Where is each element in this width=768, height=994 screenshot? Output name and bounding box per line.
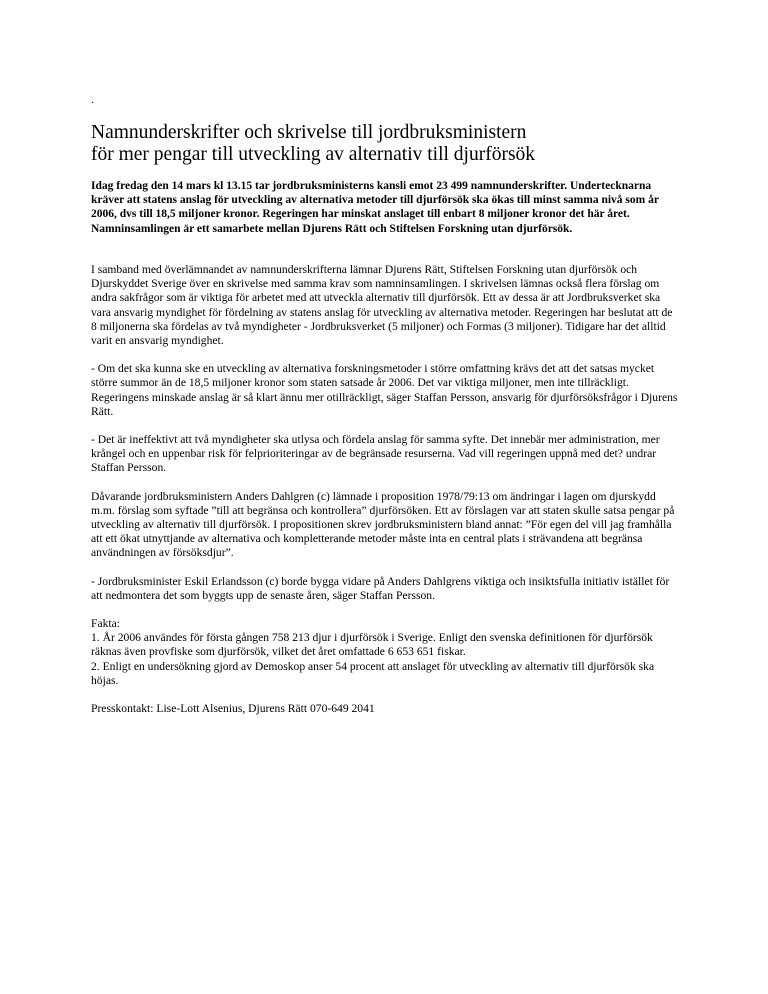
title-line-1: Namnunderskrifter och skrivelse till jordbruksministern [91,122,527,143]
paragraph-skrivelse: I samband med överlämnandet av namnunderskrifterna lämnar Djurens Rätt, Stiftelsen Forskning utan djurförsök och Djurskyddet Sverige över en skrivelse med samma krav som namninsamlingen. I skrivelsen lämnas också flera förslag om andra sakfrågor som är viktiga för arbetet med att utveckla alternativ till djurförsök. Ett av dessa är att Jordbruksverket ska vara ansvarig myndighet för fördelning av statens anslag för utveckling av alternativa metoder. Regeringen har beslutat att de 8 miljonerna ska fördelas av två myndigheter - Jordbruksverket (5 miljoner) och Formas (3 miljoner). Tidigare har det alltid varit en ansvarig myndighet. [91,263,673,348]
paragraph-history: Dåvarande jordbruksministern Anders Dahlgren (c) lämnade i proposition 1978/79:13 om ändringar i lagen om djurskydd m.m. förslag som syftade ”till att begränsa och kontrollera” djurförsöken. Ett av förslagen var att staten skulle satsa pengar på utveckling av alternativ till djurförsök. I propositionen skrev jordbruksministern bland annat: ”För egen del vill jag framhålla att ett ökat utnyttjande av alternativa och kompletterande metoder måste inta en central plats i strävandena att begränsa användningen av försöksdjur”. [91,489,675,560]
body-text [91,263,681,730]
paragraph-quote-1: - Om det ska kunna ske en utveckling av alternativa forskningsmetoder i större omfattning krävs det att det satsas mycket större summor än de 18,5 miljoner kronor som staten satsade år 2006. Det var viktiga miljoner, men inte tillräckligt. Regeringens minskade anslag är så klart ännu mer otillräckligt, säger Staffan Persson, ansvarig för djurförsöksfrågor i Djurens Rätt. [91,362,678,418]
page-marker: . [91,92,94,106]
paragraph-quote-2: - Det är ineffektivt att två myndigheter ska utlysa och fördela anslag för samma syfte. Det innebär mer administration, mer krångel och en uppenbar risk för felprioriteringar av de begränsade resurserna. Vad vill regeringen uppnå med det? undrar Staffan Persson. [91,433,660,475]
paragraph-quote-3: - Jordbruksminister Eskil Erlandsson (c) borde bygga vidare på Anders Dahlgrens viktiga och insiktsfulla initiativ istället för att nedmontera det som byggts upp de senaste åren, säger Staffan Persson. [91,574,670,602]
lead-paragraph: Idag fredag den 14 mars kl 13.15 tar jordbruksministerns kansli emot 23 499 namnunderskrifter. Undertecknarna kräver att statens anslag för utveckling av alternativa metoder till djurförsök ska ökas till minst samma nivå som år 2006, dvs till 18,5 miljoner kronor. Regeringen har minskat anslaget till enbart 8 miljoner kronor det här året. Namninsamlingen är ett samarbete mellan Djurens Rätt och Stiftelsen Forskning utan djurförsök. [91,180,659,235]
title-line-2: för mer pengar till utveckling av alternativ till djurförsök [91,144,536,165]
page-title [91,122,711,166]
paragraph-facts: Fakta: 1. År 2006 användes för första gången 758 213 djur i djurförsök i Sverige. Enligt den svenska definitionen för djurförsök räknas även provfiske som djurförsök, vilket det året omfattade 6 653 651 fiskar. 2. Enligt en undersökning gjord av Demoskop anser 54 procent att anslaget för utveckling av alternativ till djurförsök ska höjas. [91,617,655,687]
press-contact: Presskontakt: Lise-Lott Alsenius, Djurens Rätt 070-649 2041 [91,702,375,716]
